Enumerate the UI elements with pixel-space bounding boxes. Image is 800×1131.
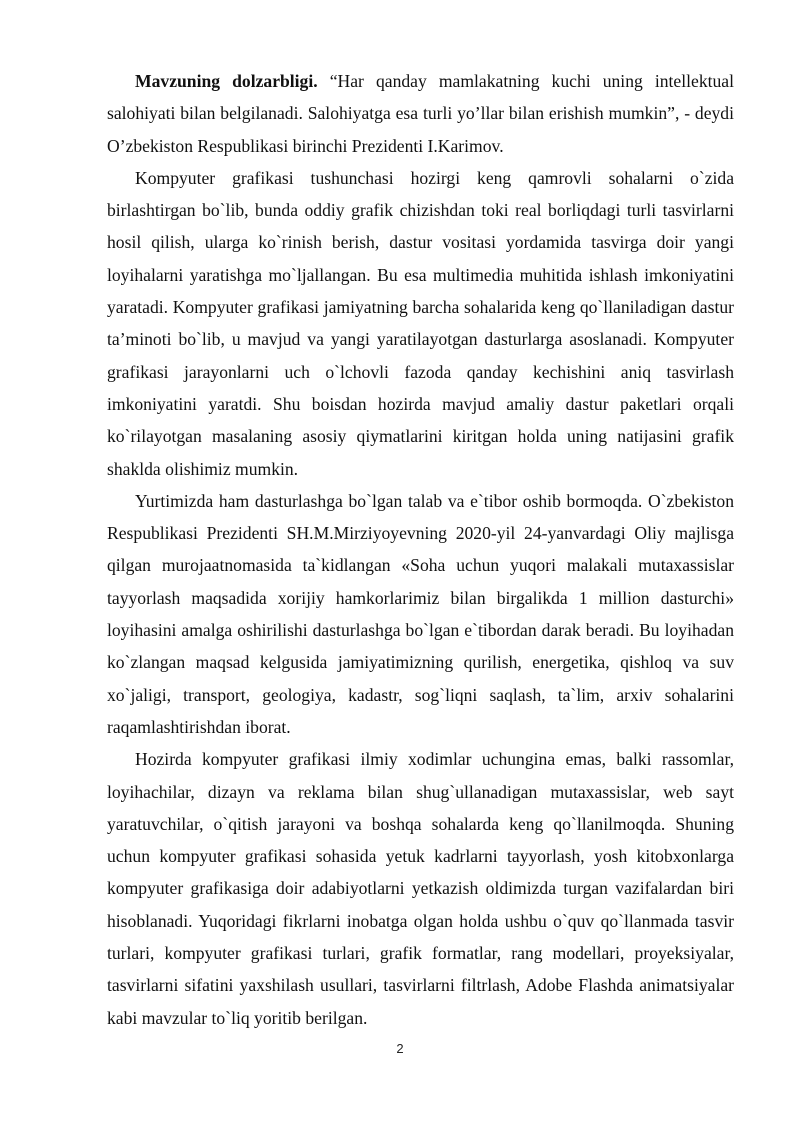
paragraph-lead-heading: Mavzuning dolzarbligi. — [135, 71, 318, 91]
paragraph-computer-graphics: Kompyuter grafikasi tushunchasi hozirgi keng qamrovli sohalarni o`zida birlashtirgan bo`lib, bunda oddiy grafik chizishdan toki real borliqdagi turli tasvirlarni hosil qilish, ularga ko`rinish berish, dastur vositasi yordamida tasvirga doir yangi loyihalarni yaratishga mo`ljallangan. Bu esa multimedia muhitida ishlash imkoniyatini yaratadi. Kompyuter grafikasi jamiyatning barcha sohalarida keng qo`llaniladigan dastur ta’minoti bo`lib, u mavjud va yangi yaratilayotgan dasturlarga asoslanadi. Kompyuter grafikasi jarayonlarni uch o`lchovli fazoda qanday kechishini aniq tasvirlash imkoniyatini yaratdi. Shu boisdan hozirda mavjud amaliy dastur paketlari orqali ko`rilayotgan masalaning asosiy qiymatlarini kiritgan holda uning natijasini grafik shaklda olishimiz mumkin. — [107, 167, 734, 479]
paragraph-current-usage: Hozirda kompyuter grafikasi ilmiy xodimlar uchungina emas, balki rassomlar, loyihachilar, dizayn va reklama bilan shug`ullanadigan mutaxassislar, web sayt yaratuvchilar, o`qitish jarayoni va boshqa sohalarda keng qo`llanilmoqda. Shuning uchun kompyuter grafikasi sohasida yetuk kadrlarni tayyorlash, yosh kitobxonlarga kompyuter grafikasiga doir adabiyotlarni yetkazish oldimizda turgan vazifalardan biri hisoblanadi. Yuqoridagi fikrlarni inobatga olgan holda ushbu o`quv qo`llanmada tasvir turlari, kompyuter grafikasi turlari, grafik formatlar, rang modellari, proyeksiyalar, tasvirlarni sifatini yaxshilash usullari, tasvirlarni filtrlash, Adobe Flashda animatsiyalar kabi mavzular to`liq yoritib berilgan. — [107, 749, 734, 1028]
document-body — [107, 65, 734, 1034]
paragraph-programming-demand: Yurtimizda ham dasturlashga bo`lgan talab va e`tibor oshib bormoqda. O`zbekiston Respublikasi Prezidenti SH.M.Mirziyoyevning 2020-yil 24-yanvardagi Oliy majlisga qilgan murojaatnomasida ta`kidlangan «Soha uchun yuqori malakali mutaxassislar tayyorlash maqsadida xorijiy hamkorlarimiz bilan birgalikda 1 million dasturchi» loyihasini amalga oshirilishi dasturlashga bo`lgan e`tibordan darak beradi. Bu loyihadan ko`zlangan maqsad kelgusida jamiyatimizning qurilish, energetika, qishloq va suv xo`jaligi, transport, geologiya, kadastr, sog`liqni saqlash, ta`lim, arxiv sohalarini raqamlashtirishdan iborat. — [107, 490, 734, 737]
page-number: 2 — [396, 1041, 404, 1056]
paragraph-relevance — [107, 65, 734, 162]
paragraph-text: “Har qanday mamlakatning kuchi uning intellektual salohiyati bilan belgilanadi. Salohiyatga esa turli yo’llar bilan erishish mumkin”, - deydi O’zbekiston Respublikasi birinchi Prezidenti I.Karimov. — [107, 71, 734, 156]
